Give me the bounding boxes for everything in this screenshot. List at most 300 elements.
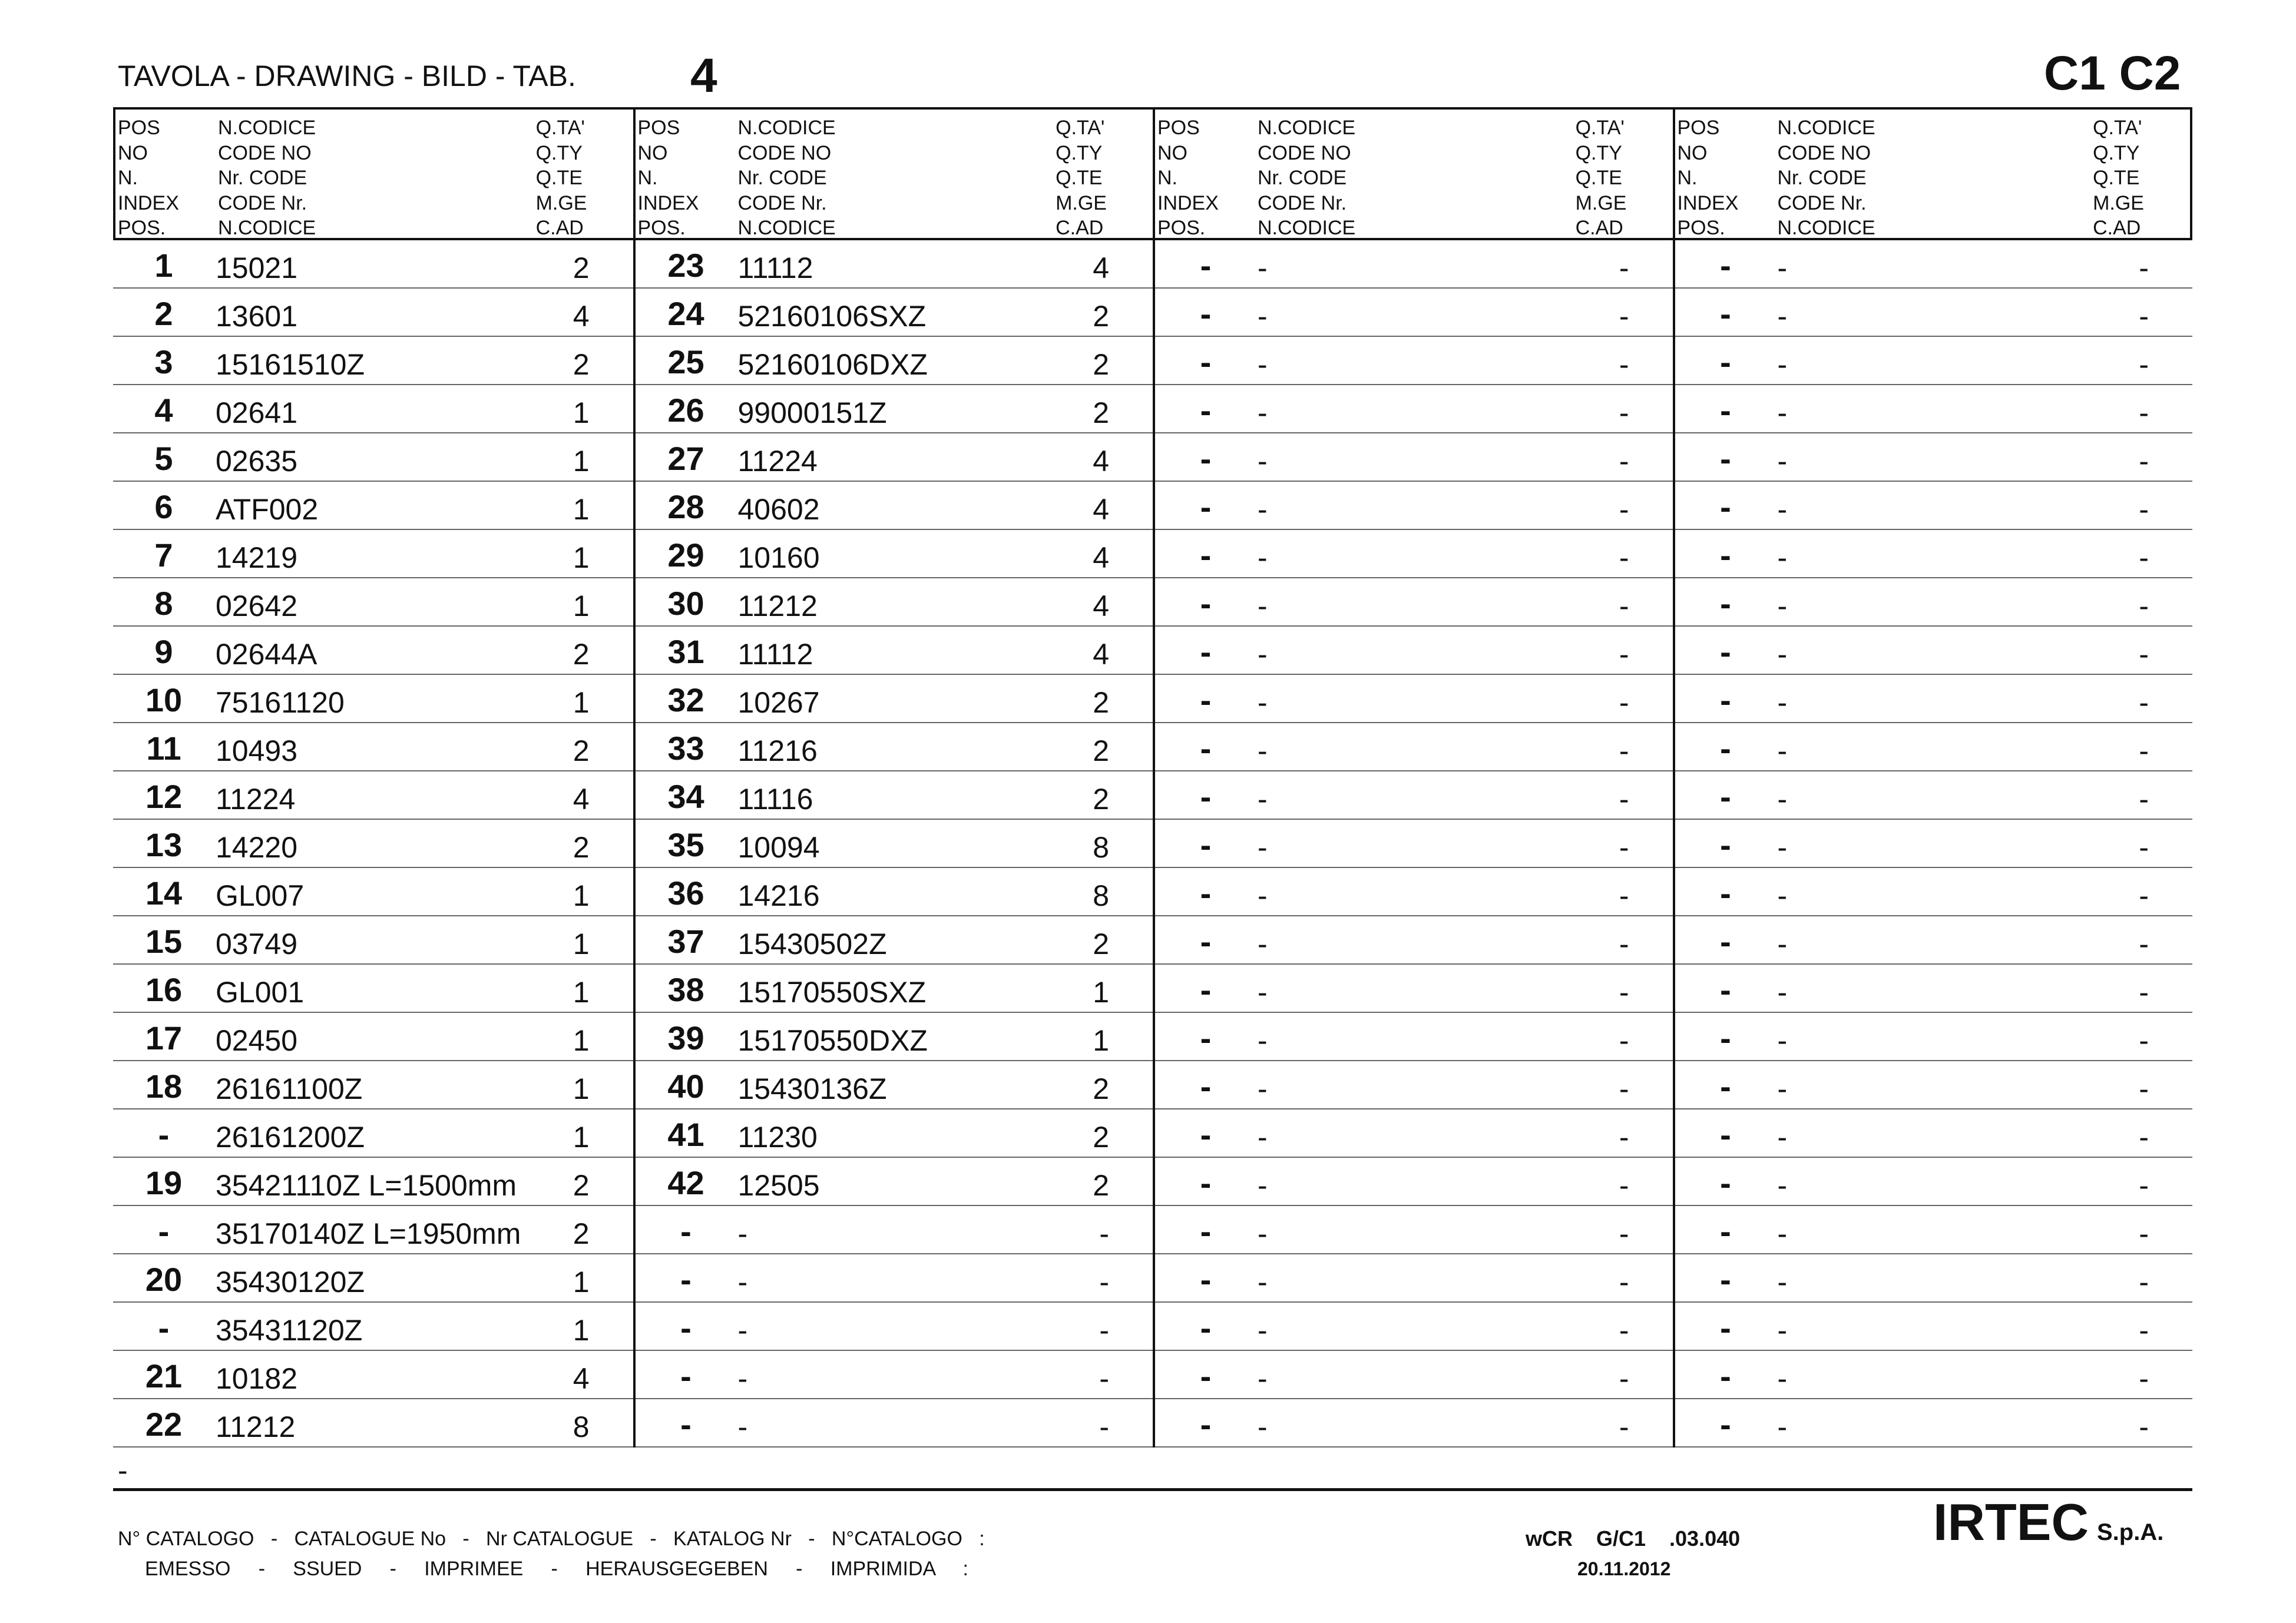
table-row — [1675, 289, 2193, 337]
table-row — [1675, 1399, 2193, 1448]
table-row — [1675, 820, 2193, 868]
position-number: - — [1200, 778, 1212, 815]
header-label: Q.TA' — [1575, 117, 1625, 139]
table-row — [113, 675, 633, 723]
table-row — [113, 1013, 633, 1061]
part-code: 14220 — [216, 831, 298, 864]
position-number: - — [680, 1309, 692, 1346]
table-row — [1675, 482, 2193, 530]
part-code: - — [1258, 638, 1268, 671]
table-row — [1675, 1351, 2193, 1399]
table-row — [1675, 771, 2193, 820]
header-code-labels — [218, 115, 316, 241]
header-label: N. — [1677, 167, 1698, 189]
parts-column-block — [633, 107, 1153, 1448]
table-row — [1675, 385, 2193, 433]
table-row — [636, 1206, 1153, 1254]
quantity: 2 — [1093, 686, 1109, 719]
position-number: - — [1720, 1019, 1731, 1056]
header-label: Q.TY — [2093, 141, 2140, 164]
part-code: 02642 — [216, 589, 298, 622]
quantity: - — [1619, 879, 1629, 912]
model-code: C1 C2 — [2044, 47, 2181, 100]
part-code: - — [1777, 396, 1788, 429]
table-row — [636, 868, 1153, 916]
header-label: Nr. CODE — [1258, 167, 1347, 189]
header-label: N.CODICE — [1777, 117, 1875, 139]
quantity: - — [1619, 638, 1629, 671]
table-row — [113, 1351, 633, 1399]
table-row — [1675, 1061, 2193, 1109]
quantity: - — [2139, 348, 2149, 381]
position-number: - — [1720, 295, 1731, 332]
part-code: 15170550SXZ — [737, 976, 927, 1009]
part-code: GL001 — [216, 976, 305, 1009]
position-number: - — [1720, 826, 1731, 863]
position-number: 28 — [667, 488, 704, 525]
position-number: 4 — [154, 392, 173, 429]
quantity: - — [2139, 976, 2149, 1009]
header-label: CODE NO — [1777, 141, 1871, 164]
table-row — [1675, 627, 2193, 675]
part-code: 11112 — [737, 638, 813, 671]
position-number: - — [1720, 1261, 1731, 1298]
quantity: 4 — [1093, 541, 1109, 574]
quantity: - — [2139, 1169, 2149, 1202]
quantity: 1 — [573, 976, 590, 1009]
quantity: 8 — [573, 1410, 590, 1443]
quantity: 1 — [573, 541, 590, 574]
position-number: 15 — [145, 923, 183, 960]
catalogue-number: wCR G/C1 .03.040 — [1526, 1526, 1741, 1551]
part-code: - — [1258, 1024, 1268, 1057]
table-row — [1155, 820, 1673, 868]
table-row — [636, 1399, 1153, 1448]
part-code: 75161120 — [216, 686, 345, 719]
position-number: - — [680, 1406, 692, 1443]
table-row — [1675, 1254, 2193, 1303]
quantity: - — [2139, 445, 2149, 478]
table-row — [1155, 1206, 1673, 1254]
table-row — [1155, 1254, 1673, 1303]
table-row — [1675, 530, 2193, 578]
quantity: - — [1619, 541, 1629, 574]
header-label: C.AD — [535, 217, 584, 239]
table-row — [1675, 1013, 2193, 1061]
table-row — [113, 1254, 633, 1303]
position-number: 10 — [145, 681, 183, 718]
quantity: - — [1619, 1266, 1629, 1299]
table-row — [113, 627, 633, 675]
part-code: - — [1777, 348, 1788, 381]
brand-suffix: S.p.A. — [2097, 1519, 2164, 1545]
position-number: - — [1200, 247, 1212, 284]
part-code: - — [1258, 734, 1268, 767]
part-code: - — [1777, 1024, 1788, 1057]
quantity: - — [1619, 783, 1629, 816]
quantity: 2 — [573, 348, 590, 381]
part-code: - — [1258, 783, 1268, 816]
part-code: - — [1777, 1314, 1788, 1347]
part-code: 10182 — [216, 1362, 298, 1395]
table-row — [636, 482, 1153, 530]
quantity: 1 — [573, 1266, 590, 1299]
part-code: 15170550DXZ — [737, 1024, 928, 1057]
header-label: Q.TE — [1575, 167, 1622, 189]
column-header — [113, 107, 633, 240]
quantity: - — [2139, 734, 2149, 767]
position-number: - — [1200, 681, 1212, 718]
table-row — [636, 916, 1153, 965]
part-code: 10493 — [216, 734, 298, 767]
table-row — [1155, 965, 1673, 1013]
drawing-title: TAVOLA - DRAWING - BILD - TAB. — [118, 59, 576, 92]
part-code: 15161510Z — [216, 348, 365, 381]
quantity: - — [1619, 300, 1629, 333]
part-code: 15021 — [216, 251, 298, 284]
table-row — [636, 723, 1153, 771]
header-label: CODE NO — [1258, 141, 1351, 164]
position-number: 27 — [667, 440, 704, 477]
table-row — [1675, 723, 2193, 771]
quantity: - — [1619, 1314, 1629, 1347]
position-number: 24 — [667, 295, 704, 332]
position-number: - — [1200, 1213, 1212, 1250]
part-code: 14219 — [216, 541, 298, 574]
column-header — [1155, 107, 1673, 240]
position-number: - — [1200, 633, 1212, 670]
header-label: POS — [1677, 117, 1720, 139]
quantity: 1 — [573, 1314, 590, 1347]
quantity: 2 — [1093, 783, 1109, 816]
part-code: - — [1777, 445, 1788, 478]
quantity: 2 — [1093, 734, 1109, 767]
part-code: 11116 — [737, 783, 813, 816]
position-number: - — [1200, 585, 1212, 622]
position-number: - — [1200, 1357, 1212, 1395]
quantity: 1 — [573, 1024, 590, 1057]
table-row — [113, 482, 633, 530]
quantity: 4 — [573, 783, 590, 816]
part-code: 15430136Z — [737, 1072, 887, 1105]
quantity: 1 — [573, 1121, 590, 1154]
part-code: - — [1777, 589, 1788, 622]
table-row — [1155, 1013, 1673, 1061]
quantity: - — [1099, 1217, 1109, 1250]
quantity: 2 — [1093, 300, 1109, 333]
table-row — [113, 578, 633, 627]
position-number: - — [1720, 875, 1731, 912]
table-row — [1155, 1399, 1673, 1448]
header-qty-labels — [536, 115, 587, 241]
part-code: 02644A — [216, 638, 317, 671]
part-code: - — [1258, 251, 1268, 284]
quantity: - — [1619, 348, 1629, 381]
quantity: 4 — [1093, 251, 1109, 284]
column-header — [636, 107, 1153, 240]
header-label: NO — [1677, 141, 1708, 164]
quantity: 1 — [573, 879, 590, 912]
header-label: N. — [637, 167, 658, 189]
part-code: - — [1258, 541, 1268, 574]
header-qty-labels — [1576, 115, 1627, 241]
quantity: - — [1619, 493, 1629, 526]
table-row — [636, 337, 1153, 385]
header-label: Q.TY — [1575, 141, 1622, 164]
part-code: - — [1777, 1410, 1788, 1443]
header-label: N.CODICE — [218, 117, 316, 139]
position-number: - — [1200, 730, 1212, 767]
quantity: - — [1619, 1121, 1629, 1154]
header-label: Q.TY — [535, 141, 583, 164]
position-number: 2 — [154, 295, 173, 332]
part-code: - — [1777, 928, 1788, 960]
position-number: 41 — [667, 1116, 704, 1153]
issue-date: 20.11.2012 — [1577, 1558, 1671, 1579]
quantity: 1 — [573, 589, 590, 622]
part-code: - — [1777, 686, 1788, 719]
position-number: 38 — [667, 971, 704, 1008]
position-number: - — [1720, 1164, 1731, 1201]
table-row — [636, 1303, 1153, 1351]
position-number: 6 — [154, 488, 173, 525]
table-row — [1155, 482, 1673, 530]
quantity: - — [2139, 1072, 2149, 1105]
header-code-labels — [1778, 115, 1875, 241]
part-code: - — [1258, 1169, 1268, 1202]
header-label: CODE Nr. — [1777, 191, 1867, 214]
table-row — [636, 530, 1153, 578]
parts-table — [113, 107, 2192, 1448]
position-number: - — [1720, 1068, 1731, 1105]
quantity: 1 — [1093, 1024, 1109, 1057]
position-number: 23 — [667, 247, 704, 284]
table-row — [1155, 868, 1673, 916]
part-code: - — [1258, 445, 1268, 478]
table-row — [1155, 1158, 1673, 1206]
table-row — [1155, 1303, 1673, 1351]
table-row — [113, 1109, 633, 1158]
header-label: POS — [118, 117, 160, 139]
header-label: CODE Nr. — [218, 191, 307, 214]
part-code: - — [1258, 686, 1268, 719]
header-pos-labels — [118, 115, 179, 241]
part-code: - — [1777, 300, 1788, 333]
table-row — [1155, 771, 1673, 820]
footer-divider — [113, 1488, 2192, 1491]
quantity: - — [1619, 445, 1629, 478]
position-number: - — [1720, 633, 1731, 670]
table-row — [1675, 578, 2193, 627]
position-number: - — [1200, 343, 1212, 380]
position-number: - — [1200, 392, 1212, 429]
part-code: 15430502Z — [737, 928, 887, 960]
position-number: - — [1200, 1261, 1212, 1298]
position-number: - — [680, 1357, 692, 1395]
quantity: 1 — [573, 493, 590, 526]
header-label: C.AD — [1056, 217, 1104, 239]
table-row — [113, 916, 633, 965]
quantity: 4 — [1093, 638, 1109, 671]
position-number: - — [1200, 1406, 1212, 1443]
part-code: - — [1777, 783, 1788, 816]
header-qty-labels — [2093, 115, 2144, 241]
table-row — [113, 337, 633, 385]
quantity: 2 — [573, 251, 590, 284]
column-header — [1675, 107, 2193, 240]
part-code: - — [1777, 1217, 1788, 1250]
header-label: Q.TA' — [1056, 117, 1105, 139]
part-code: - — [1777, 831, 1788, 864]
quantity: 2 — [573, 638, 590, 671]
table-row — [1675, 675, 2193, 723]
header-label: CODE Nr. — [1258, 191, 1347, 214]
table-row — [1675, 1303, 2193, 1351]
part-code: GL007 — [216, 879, 305, 912]
header-label: POS. — [637, 217, 686, 239]
part-code: 35430120Z — [216, 1266, 365, 1299]
quantity: - — [1619, 396, 1629, 429]
table-row — [1675, 240, 2193, 289]
position-number: - — [1720, 343, 1731, 380]
quantity: - — [1099, 1266, 1109, 1299]
table-row — [636, 771, 1153, 820]
part-code: - — [1777, 493, 1788, 526]
table-row — [113, 385, 633, 433]
position-number: - — [1200, 1164, 1212, 1201]
part-code: - — [737, 1362, 748, 1395]
header-label: INDEX — [118, 191, 179, 214]
table-row — [1155, 1351, 1673, 1399]
position-number: - — [1720, 440, 1731, 477]
quantity: - — [1619, 251, 1629, 284]
table-row — [636, 1061, 1153, 1109]
quantity: - — [1619, 831, 1629, 864]
part-code: - — [1258, 831, 1268, 864]
quantity: - — [2139, 493, 2149, 526]
part-code: - — [1258, 928, 1268, 960]
table-row — [1675, 916, 2193, 965]
part-code: ATF002 — [216, 493, 319, 526]
quantity: - — [1619, 1072, 1629, 1105]
header-label: NO — [118, 141, 148, 164]
part-code: - — [1777, 1072, 1788, 1105]
header-label: C.AD — [2093, 217, 2141, 239]
part-code: - — [1777, 734, 1788, 767]
position-number: - — [1720, 536, 1731, 574]
part-code: 52160106SXZ — [737, 300, 927, 333]
table-row — [636, 820, 1153, 868]
position-number: 33 — [667, 730, 704, 767]
table-row — [636, 1158, 1153, 1206]
header-label: CODE NO — [218, 141, 312, 164]
quantity: - — [2139, 1024, 2149, 1057]
quantity: 1 — [573, 928, 590, 960]
header-label: POS. — [1157, 217, 1206, 239]
position-number: 20 — [145, 1261, 183, 1298]
position-number: 39 — [667, 1019, 704, 1056]
quantity: - — [2139, 1217, 2149, 1250]
header-pos-labels — [1678, 115, 1739, 241]
quantity: - — [2139, 1314, 2149, 1347]
part-code: - — [1258, 1410, 1268, 1443]
header-label: M.GE — [2093, 191, 2144, 214]
part-code: 11224 — [216, 783, 296, 816]
position-number: - — [1720, 488, 1731, 525]
part-code: 11224 — [737, 445, 818, 478]
part-code: 11212 — [737, 589, 818, 622]
part-code: - — [1777, 1169, 1788, 1202]
quantity: - — [1619, 589, 1629, 622]
table-row — [636, 433, 1153, 482]
table-row — [636, 965, 1153, 1013]
position-number: 40 — [667, 1068, 704, 1105]
position-number: 26 — [667, 392, 704, 429]
quantity: 2 — [1093, 1072, 1109, 1105]
company-logo — [1933, 1492, 2163, 1552]
position-number: - — [1200, 1116, 1212, 1153]
position-number: 7 — [154, 536, 173, 574]
position-number: 42 — [667, 1164, 704, 1201]
part-code: 26161200Z — [216, 1121, 365, 1154]
quantity: 2 — [1093, 1121, 1109, 1154]
position-number: - — [1720, 392, 1731, 429]
part-code: 14216 — [737, 879, 820, 912]
quantity: 2 — [573, 1169, 590, 1202]
position-number: - — [1200, 971, 1212, 1008]
part-code: 11216 — [737, 734, 818, 767]
quantity: 4 — [1093, 445, 1109, 478]
quantity: - — [1619, 1169, 1629, 1202]
header-label: N. — [1157, 167, 1177, 189]
part-code: - — [1777, 1121, 1788, 1154]
position-number: - — [1200, 923, 1212, 960]
position-number: - — [1200, 295, 1212, 332]
part-code: - — [1258, 589, 1268, 622]
table-row — [1675, 868, 2193, 916]
quantity: 1 — [573, 1072, 590, 1105]
position-number: 9 — [154, 633, 173, 670]
part-code: 13601 — [216, 300, 298, 333]
part-code: - — [1777, 1362, 1788, 1395]
table-row — [113, 868, 633, 916]
header-label: INDEX — [1157, 191, 1219, 214]
brand-name: IRTEC — [1933, 1493, 2089, 1551]
quantity: - — [2139, 928, 2149, 960]
part-code: - — [1258, 396, 1268, 429]
part-code: - — [1777, 976, 1788, 1009]
part-code: - — [1777, 638, 1788, 671]
table-row — [1155, 916, 1673, 965]
quantity: - — [2139, 686, 2149, 719]
position-number: - — [1200, 440, 1212, 477]
quantity: - — [1099, 1410, 1109, 1443]
table-row — [1675, 337, 2193, 385]
table-row — [113, 723, 633, 771]
part-code: - — [1258, 1217, 1268, 1250]
table-row — [113, 433, 633, 482]
quantity: - — [2139, 1362, 2149, 1395]
quantity: 2 — [1093, 396, 1109, 429]
position-number: - — [158, 1213, 170, 1250]
part-code: - — [737, 1266, 748, 1299]
position-number: 31 — [667, 633, 704, 670]
quantity: - — [1619, 686, 1629, 719]
table-row — [1675, 1158, 2193, 1206]
part-code: 35431120Z — [216, 1314, 363, 1347]
position-number: - — [680, 1213, 692, 1250]
header-label: Nr. CODE — [218, 167, 307, 189]
